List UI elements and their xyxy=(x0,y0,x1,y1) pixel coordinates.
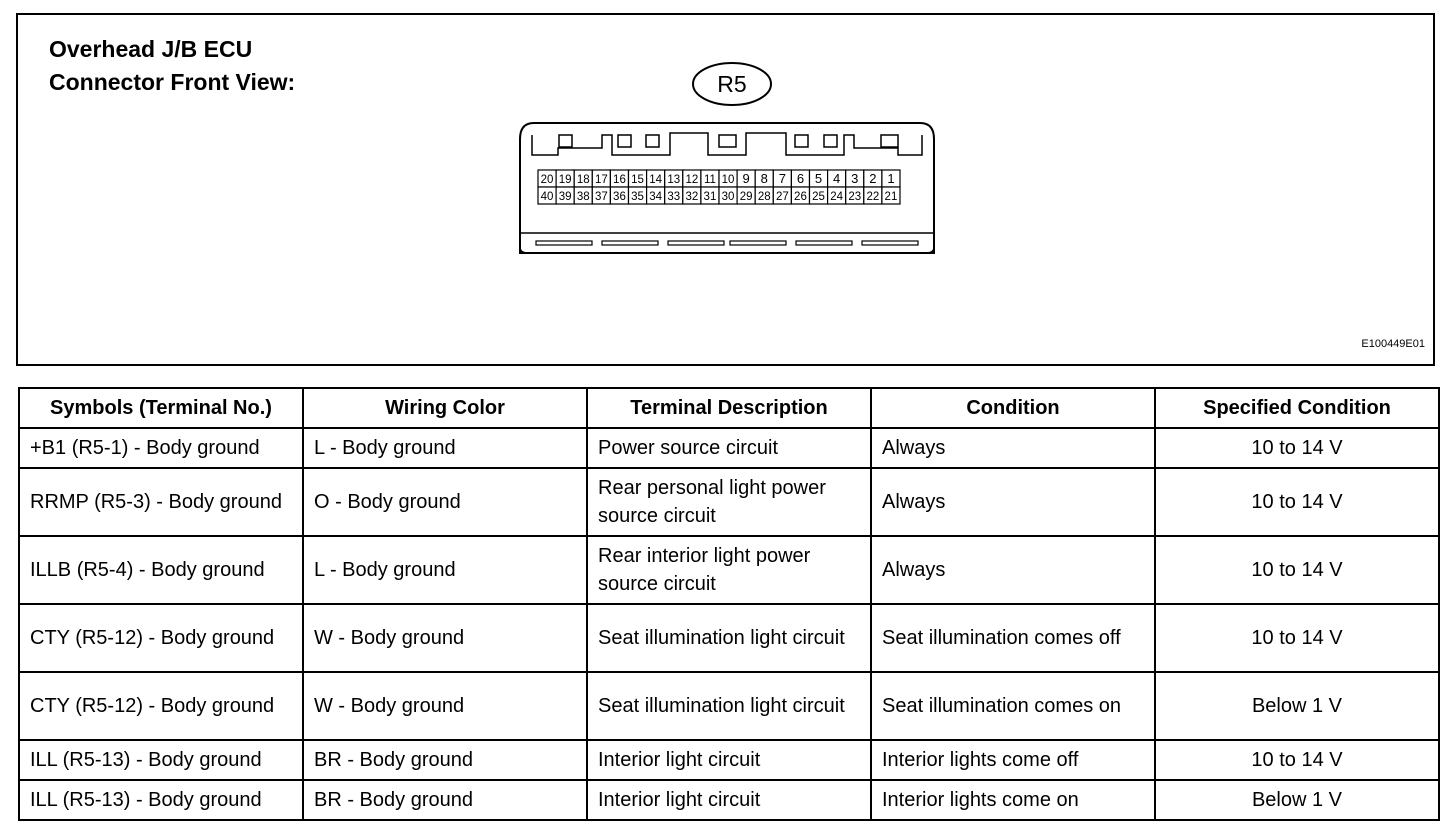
header-terminal-description: Terminal Description xyxy=(587,388,871,428)
terminal-number: 40 xyxy=(540,191,554,203)
figure-code: E100449E01 xyxy=(1361,338,1425,350)
cell-specified: 10 to 14 V xyxy=(1155,536,1439,604)
cell-specified: 10 to 14 V xyxy=(1155,604,1439,672)
table-row xyxy=(19,428,1439,468)
cell-symbol: ILLB (R5-4) - Body ground xyxy=(19,536,303,604)
cell-wiring-color: W - Body ground xyxy=(303,672,587,740)
terminal-number: 12 xyxy=(685,174,699,186)
connector-drawing xyxy=(18,15,1433,364)
base-slot xyxy=(602,241,658,245)
header-symbols: Symbols (Terminal No.) xyxy=(19,388,303,428)
cell-description: Power source circuit xyxy=(587,428,871,468)
cell-symbol: ILL (R5-13) - Body ground xyxy=(19,780,303,820)
connector-id-label: R5 xyxy=(717,71,747,97)
terminal-number: 10 xyxy=(721,174,735,186)
terminal-number: 1 xyxy=(887,171,895,186)
terminal-number: 27 xyxy=(775,191,789,203)
base-slot xyxy=(536,241,592,245)
terminal-number: 13 xyxy=(667,174,681,186)
cell-wiring-color: O - Body ground xyxy=(303,468,587,536)
terminal-grid xyxy=(538,170,900,204)
table-row xyxy=(19,672,1439,740)
cell-symbol: CTY (R5-12) - Body ground xyxy=(19,672,303,740)
terminal-number: 29 xyxy=(739,191,753,203)
table-row xyxy=(19,740,1439,780)
table-row xyxy=(19,780,1439,820)
cell-description: Rear interior light power source circuit xyxy=(587,536,871,604)
terminal-number: 11 xyxy=(703,174,716,186)
cell-symbol: CTY (R5-12) - Body ground xyxy=(19,604,303,672)
terminal-number: 3 xyxy=(851,171,859,186)
terminal-number: 26 xyxy=(794,191,807,203)
cell-condition: Seat illumination comes off xyxy=(871,604,1155,672)
cell-wiring-color: L - Body ground xyxy=(303,536,587,604)
terminal-number: 24 xyxy=(830,191,844,203)
terminal-number: 38 xyxy=(576,191,590,203)
cell-wiring-color: BR - Body ground xyxy=(303,780,587,820)
terminal-number: 16 xyxy=(613,174,626,186)
terminal-number: 28 xyxy=(757,191,771,203)
terminal-number: 33 xyxy=(667,191,681,203)
terminal-number: 22 xyxy=(866,191,880,203)
base-slot xyxy=(796,241,852,245)
terminal-number: 37 xyxy=(594,191,608,203)
cell-wiring-color: BR - Body ground xyxy=(303,740,587,780)
terminal-number: 25 xyxy=(812,191,825,203)
cell-specified: 10 to 14 V xyxy=(1155,428,1439,468)
cell-symbol: +B1 (R5-1) - Body ground xyxy=(19,428,303,468)
table-row xyxy=(19,604,1439,672)
connector-diagram xyxy=(16,13,1435,366)
cell-specified: Below 1 V xyxy=(1155,672,1439,740)
terminal-number: 20 xyxy=(540,174,554,186)
cell-symbol: ILL (R5-13) - Body ground xyxy=(19,740,303,780)
cell-condition: Interior lights come off xyxy=(871,740,1155,780)
terminal-number: 30 xyxy=(721,191,735,203)
cell-description: Rear personal light power source circuit xyxy=(587,468,871,536)
lock-window xyxy=(618,135,631,147)
terminal-number: 4 xyxy=(833,171,841,186)
lock-window xyxy=(646,135,659,147)
terminal-number: 21 xyxy=(884,191,898,203)
cell-description: Interior light circuit xyxy=(587,740,871,780)
cell-condition: Always xyxy=(871,428,1155,468)
base-slot xyxy=(668,241,724,245)
terminal-number: 8 xyxy=(760,171,768,186)
terminal-number: 31 xyxy=(703,191,717,203)
cell-wiring-color: W - Body ground xyxy=(303,604,587,672)
terminal-number: 35 xyxy=(631,191,644,203)
terminal-number: 23 xyxy=(848,191,862,203)
terminal-number: 14 xyxy=(649,174,663,186)
terminal-number: 39 xyxy=(558,191,572,203)
terminal-number: 2 xyxy=(869,171,877,186)
terminal-number: 36 xyxy=(613,191,626,203)
table-header-row xyxy=(19,388,1439,428)
terminal-number: 5 xyxy=(814,171,823,186)
cell-description: Interior light circuit xyxy=(587,780,871,820)
terminal-spec-table xyxy=(18,387,1440,821)
lock-window xyxy=(559,135,572,147)
base-slot xyxy=(730,241,786,245)
cell-specified: 10 to 14 V xyxy=(1155,468,1439,536)
cell-specified: 10 to 14 V xyxy=(1155,740,1439,780)
terminal-number: 15 xyxy=(631,174,644,186)
cell-specified: Below 1 V xyxy=(1155,780,1439,820)
lock-window xyxy=(719,135,736,147)
lock-window xyxy=(881,135,898,147)
terminal-number: 18 xyxy=(576,174,590,186)
terminal-number: 32 xyxy=(685,191,699,203)
base-slot xyxy=(862,241,918,245)
cell-condition: Always xyxy=(871,536,1155,604)
cell-description: Seat illumination light circuit xyxy=(587,604,871,672)
diagram-title-line1: Overhead J/B ECU xyxy=(49,36,253,62)
lock-window xyxy=(795,135,808,147)
header-specified-condition: Specified Condition xyxy=(1155,388,1439,428)
terminal-number: 19 xyxy=(558,174,572,186)
cell-description: Seat illumination light circuit xyxy=(587,672,871,740)
diagram-title-line2: Connector Front View: xyxy=(49,69,296,95)
lock-window xyxy=(824,135,837,147)
header-condition: Condition xyxy=(871,388,1155,428)
cell-symbol: RRMP (R5-3) - Body ground xyxy=(19,468,303,536)
terminal-number: 7 xyxy=(778,171,786,186)
table-row xyxy=(19,468,1439,536)
terminal-number: 17 xyxy=(594,174,608,186)
table-row xyxy=(19,536,1439,604)
cell-condition: Always xyxy=(871,468,1155,536)
cell-wiring-color: L - Body ground xyxy=(303,428,587,468)
terminal-number: 9 xyxy=(742,171,750,186)
cell-condition: Interior lights come on xyxy=(871,780,1155,820)
terminal-number: 6 xyxy=(796,171,805,186)
terminal-number: 34 xyxy=(649,191,663,203)
header-wiring-color: Wiring Color xyxy=(303,388,587,428)
cell-condition: Seat illumination comes on xyxy=(871,672,1155,740)
